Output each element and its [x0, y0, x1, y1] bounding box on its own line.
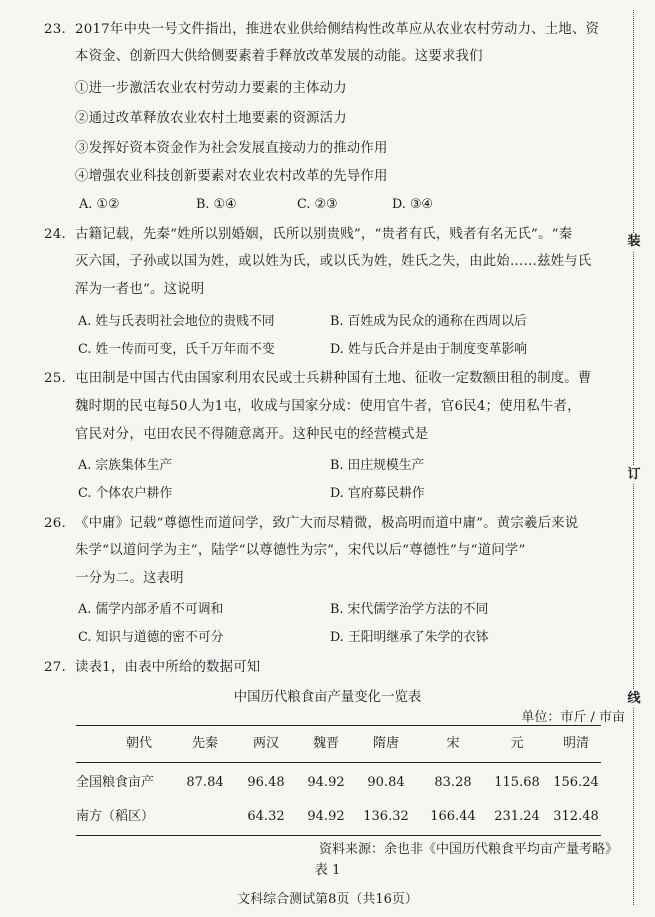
- q24-line1: [44, 226, 572, 244]
- binding-mark-xian: 线: [625, 690, 643, 708]
- q26-option-c: C. 知识与道德的密不可分: [78, 630, 224, 645]
- q25-line3: 官民对分，屯田农民不得随意离开。这种民屯的经营模式是: [75, 427, 429, 442]
- q25-option-c: C. 个体农户耕作: [78, 486, 173, 501]
- table-cell: 90.84: [367, 775, 405, 790]
- table-bottom-rule: [76, 835, 601, 836]
- q23-text1: 2017年中央一号文件指出，推进农业供给侧结构性改革应从农业农村劳动力、土地、资: [75, 22, 600, 37]
- q24-option-d: D. 姓与氏合并是由于制度变革影响: [330, 342, 528, 357]
- table-source: 资料来源：余也非《中国历代粮食平均亩产量考略》: [318, 842, 618, 857]
- table-cell: 64.32: [247, 809, 285, 824]
- table-cell: 166.44: [430, 809, 476, 824]
- table-label: 表 1: [314, 863, 341, 878]
- q24-line2: 灭六国，子孙或以国为姓，或以姓为氏，或以氏为姓，姓氏之失，由此始……兹姓与氏: [75, 254, 592, 269]
- q23-item-3: ③发挥好资本资金作为社会发展直接动力的推动作用: [75, 141, 388, 156]
- q24-text1: 古籍记载，先秦“姓所以别婚姻，氏所以别贵贱”，“贵者有氏，贱者有名无氏”。“秦: [75, 227, 573, 242]
- q23-item-4: ④增强农业科技创新要素对农业农村改革的先导作用: [75, 169, 388, 184]
- table-header-cell: 两汉: [252, 736, 279, 751]
- table-row-label: 南方（稻区）: [76, 809, 155, 824]
- page-footer: 文科综合测试第8页（共16页）: [237, 892, 418, 907]
- q23-line1: [44, 21, 599, 39]
- table-cell: 94.92: [307, 775, 345, 790]
- q25-option-a: A. 宗族集体生产: [78, 458, 173, 473]
- binding-mark-ding: 订: [625, 466, 643, 484]
- q25-text1: 屯田制是中国古代由国家利用农民或士兵耕种国有土地、征收一定数额田租的制度。曹: [75, 371, 592, 386]
- table-cell: 136.32: [363, 809, 409, 824]
- q25-option-d: D. 官府募民耕作: [330, 486, 425, 501]
- binding-mark-zhuang: 装: [625, 233, 643, 251]
- q23-option-a: A. ①②: [79, 197, 120, 212]
- table-top-rule: [76, 725, 601, 726]
- table-cell: 156.24: [553, 775, 599, 790]
- table-unit: 单位：市斤 / 市亩: [521, 710, 625, 725]
- table-cell: 87.84: [186, 775, 224, 790]
- table-cell: 96.48: [247, 775, 285, 790]
- q25-option-b: B. 田庄规模生产: [330, 458, 425, 473]
- table-cell: 312.48: [553, 809, 599, 824]
- q26-text1: 《中庸》记载“尊德性而道问学，致广大而尽精微，极高明而道中庸”。黄宗羲后来说: [75, 516, 579, 531]
- q23-number: 23.: [44, 22, 66, 37]
- table-cell: 231.24: [494, 809, 540, 824]
- q26-option-b: B. 宋代儒学治学方法的不同: [330, 602, 489, 617]
- q25-number: 25.: [44, 371, 66, 386]
- table-header-cell: 元: [510, 736, 524, 751]
- table-cell: 115.68: [494, 775, 540, 790]
- q23-option-b: B. ①④: [196, 197, 237, 212]
- q26-option-a: A. 儒学内部矛盾不可调和: [78, 602, 224, 617]
- q25-line2: 魏时期的民屯每50人为1屯，收成与国家分成：使用官牛者，官6民4；使用私牛者，: [75, 399, 581, 414]
- q23-option-c: C. ②③: [297, 197, 338, 212]
- table-row-label: 全国粮食亩产: [76, 775, 155, 790]
- q23-item-1: ①进一步激活农业农村劳动力要素的主体动力: [75, 81, 347, 96]
- q25-line1: [44, 370, 591, 388]
- table-title: 中国历代粮食亩产量变化一览表: [233, 690, 422, 705]
- table-header-cell: 隋唐: [372, 736, 399, 751]
- q23-line2: 本资金、创新四大供给侧要素着手释放改革发展的动能。这要求我们: [75, 49, 483, 64]
- q26-line3: 一分为二。这表明: [75, 571, 184, 586]
- q27-text1: 读表1，由表中所给的数据可知: [75, 660, 261, 675]
- table-header-rule: [76, 762, 601, 763]
- table-header-cell: 魏晋: [312, 736, 339, 751]
- q24-option-b: B. 百姓成为民众的通称在西周以后: [330, 314, 527, 329]
- table-header-dynasty: 朝代: [125, 736, 152, 751]
- q23-item-2: ②通过改革释放农业农村土地要素的资源活力: [75, 111, 347, 126]
- table-header-cell: 明清: [562, 736, 589, 751]
- q26-number: 26.: [44, 516, 66, 531]
- q26-line1: [44, 515, 578, 533]
- q24-option-c: C. 姓一传而可变，氏千万年而不变: [78, 342, 275, 357]
- q24-line3: 浑为一者也”。这说明: [75, 282, 205, 297]
- q26-line2: 朱学“以道问学为主”，陆学“以尊德性为宗”，宋代以后“尊德性”与“道问学”: [75, 543, 526, 558]
- table-header-cell: 宋: [446, 736, 460, 751]
- binding-dotted-line: [633, 10, 634, 905]
- table-cell: 94.92: [307, 809, 345, 824]
- q27-line1: [44, 659, 260, 677]
- q24-option-a: A. 姓与氏表明社会地位的贵贱不同: [78, 314, 275, 329]
- table-cell: 83.28: [434, 775, 472, 790]
- q24-number: 24.: [44, 227, 66, 242]
- q23-option-d: D. ③④: [392, 197, 433, 212]
- q26-option-d: D. 王阳明继承了朱学的衣钵: [330, 630, 489, 645]
- table-header-cell: 先秦: [191, 736, 218, 751]
- q27-number: 27.: [44, 660, 66, 675]
